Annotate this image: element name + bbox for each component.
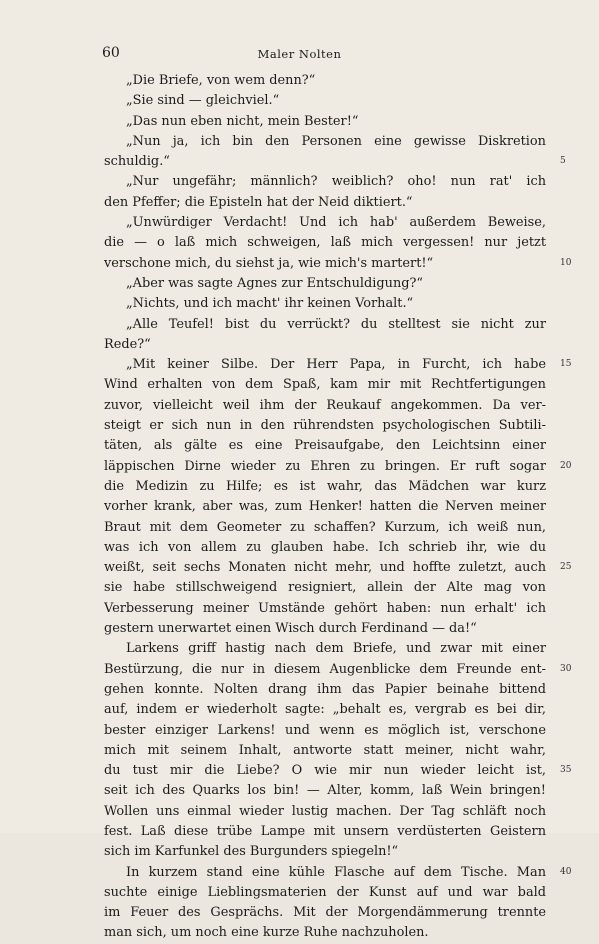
text-line: „Alle Teufel! bist du verrückt? du stelltest sie nicht zur [126,316,546,332]
text-line: läppischen Dirne wieder zu Ehren zu bringen. Er ruft sogar [104,458,546,474]
text-line: die Medizin zu Hilfe; es ist wahr, das Mädchen war kurz [104,478,546,494]
text-line: auf, indem er wiederholt sagte: „behalt es, vergrab es bei dir, [104,702,546,718]
text-line: den Pfeffer; die Episteln hat der Neid diktiert.“ [104,194,413,210]
text-line: fest. Laß diese trübe Lampe mit unsern verdüsterten Geistern [104,823,546,839]
text-line: Braut mit dem Geometer zu schaffen? Kurzum, ich weiß nun, [104,519,546,535]
text-line: mich mit seinem Inhalt, antworte statt meiner, nicht wahr, [104,742,546,758]
margin-line-number: 10 [560,257,572,268]
text-line: „Nun ja, ich bin den Personen eine gewisse Diskretion [126,133,546,149]
text-line: täten, als gälte es eine Preisaufgabe, den Leichtsinn einer [104,438,546,454]
text-line: Wind erhalten von dem Spaß, kam mir mit Rechtfertigungen [104,377,546,393]
text-line: „Das nun eben nicht, mein Bester!“ [126,113,359,129]
text-line: sie habe stillschweigend resigniert, allein der Alte mag von [104,580,546,596]
text-line: In kurzem stand eine kühle Flasche auf dem Tische. Man [126,864,546,880]
text-line: suchte einige Lieblingsmaterien der Kunst auf und war bald [104,884,546,900]
text-line: die — o laß mich schweigen, laß mich vergessen! nur jetzt [104,235,546,251]
text-line: sich im Karfunkel des Burgunders spiegeln!“ [104,844,399,860]
text-line: Wollen uns einmal wieder lustig machen. Der Tag schläft noch [104,803,546,819]
text-line: Rede?“ [104,336,151,352]
text-line: vorher krank, aber was, zum Henker! hatten die Nerven meiner [104,499,546,515]
text-line: „Nichts, und ich macht' ihr keinen Vorhalt.“ [126,296,414,312]
text-line: gestern unerwartet einen Wisch durch Ferdinand — da!“ [104,621,477,637]
text-line: „Sie sind — gleichviel.“ [126,93,280,109]
text-line: „Nur ungefähr; männlich? weiblich? oho! nun rat' ich [126,174,546,190]
text-line: „Die Briefe, von wem denn?“ [126,73,316,88]
body-text [104,71,546,944]
margin-line-number: 5 [560,156,566,167]
text-line: Verbesserung meiner Umstände gehört haben: nun erhalt' ich [104,600,546,616]
margin-line-number: 35 [560,765,572,776]
running-title: Maler Nolten [257,47,342,61]
text-line: weißt, seit sechs Monaten nicht mehr, und hoffte zuletzt, auch [104,560,546,576]
text-line: zuvor, vielleicht weil ihm der Reukauf angekommen. Da ver- [104,397,546,413]
text-line: „Mit keiner Silbe. Der Herr Papa, in Furcht, ich habe [126,357,546,373]
page-number: 60 [102,45,120,61]
text-line: „Aber was sagte Agnes zur Entschuldigung?“ [126,275,424,291]
text-line: gehen konnte. Nolten drang ihm das Papier beinahe bittend [104,681,546,697]
text-line: im Feuer des Gesprächs. Mit der Morgendämmerung trennte [104,905,546,921]
text-line: schuldig.“ [104,154,170,170]
text-line: verschone mich, du siehst ja, wie mich's martert!“ [104,255,434,271]
text-line: Larkens griff hastig nach dem Briefe, und zwar mit einer [126,641,546,657]
text-line: Bestürzung, die nur in diesem Augenblicke dem Freunde ent- [104,661,546,677]
text-line: seit ich des Quarks los bin! — Alter, komm, laß Wein bringen! [104,783,546,799]
text-line: steigt er sich nun in den rührendsten psychologischen Subtili- [104,418,546,434]
text-line: du tust mir die Liebe? O wie mir nun wieder leicht ist, [104,763,546,779]
text-line: „Unwürdiger Verdacht! Und ich hab' außerdem Beweise, [126,215,546,231]
text-line: was ich von allem zu glauben habe. Ich schrieb ihr, wie du [104,539,546,555]
margin-line-number: 30 [560,663,572,674]
margin-line-number: 25 [560,562,572,573]
text-line: bester einziger Larkens! und wenn es möglich ist, verschone [104,722,546,738]
margin-line-number: 20 [560,460,572,471]
margin-line-number: 15 [560,359,572,370]
text-line: man sich, um noch eine kurze Ruhe nachzuholen. [104,925,429,941]
margin-line-number: 40 [560,866,572,877]
